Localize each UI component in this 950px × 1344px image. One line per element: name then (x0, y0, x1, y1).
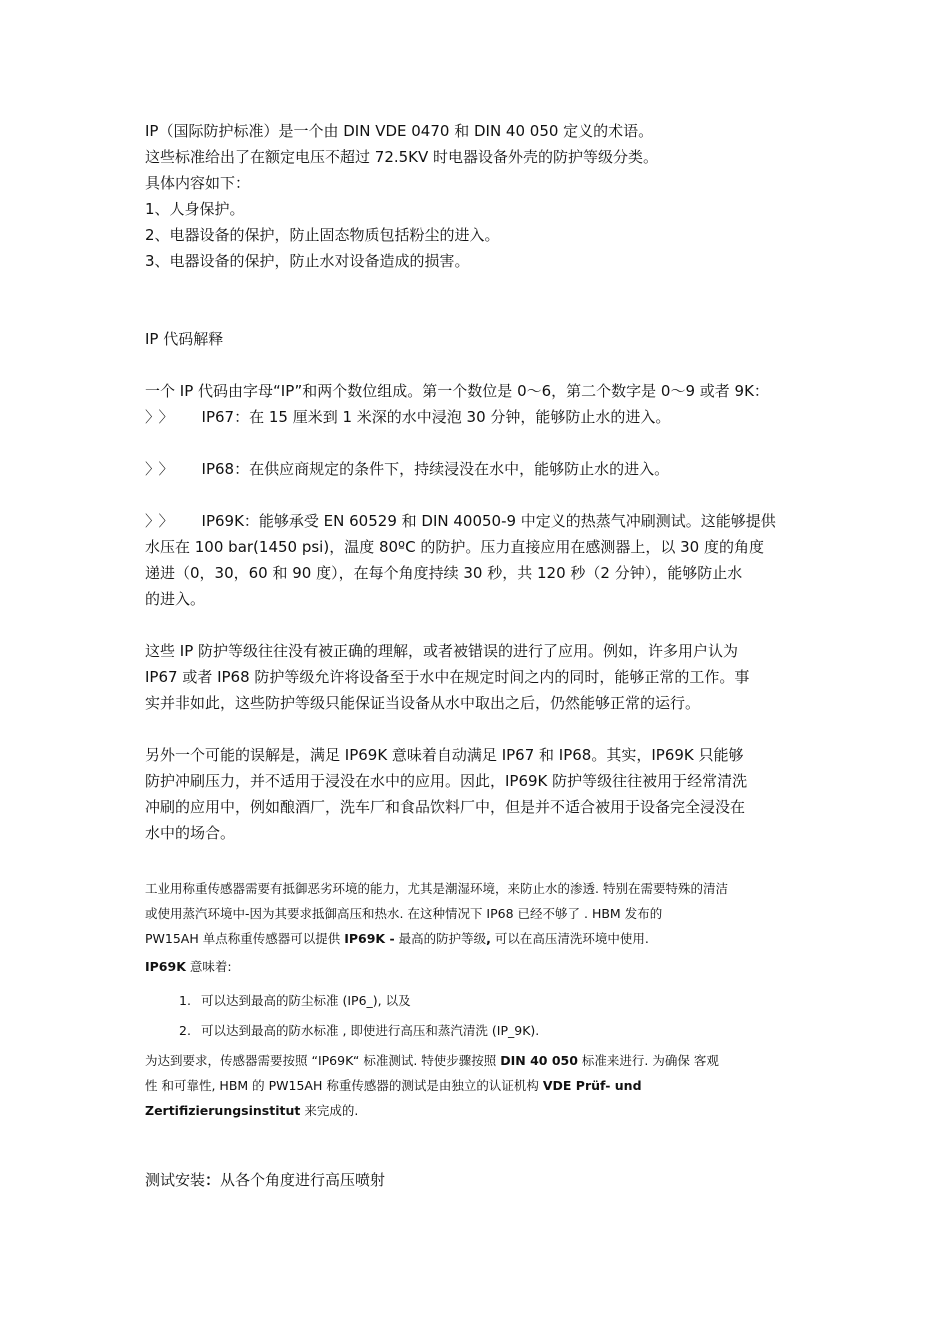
intro-line: 这些标准给出了在额定电压不超过 72.5KV 时电器设备外壳的防护等级分类。 (145, 148, 659, 166)
ip69k-item (145, 508, 810, 534)
hbm-bold-text: IP69K - (344, 931, 395, 946)
test-text: 标准来进行. 为确保 客观 (577, 1053, 719, 1068)
feature-list (145, 987, 810, 1044)
code-intro: 一个 IP 代码由字母“IP”和两个数位组成。第一个数位是 0～6，第二个数字是 0～9 或者 9K： (145, 382, 769, 400)
final-heading-text: 测试安装 (145, 1171, 206, 1189)
intro-line: IP（国际防护标准）是一个由 DIN VDE 0470 和 DIN 40 050 定义的术语。 (145, 122, 654, 140)
misunderstand-line: 实并非如此，这些防护等级只能保证当设备从水中取出之后，仍然能够正常的运行。 (145, 694, 701, 712)
means-text: 意味着: (185, 959, 232, 974)
other-line: 冲刷的应用中，例如酿酒厂，洗车厂和食品饮料厂中，但是并不适合被用于设备完全浸没在 (145, 798, 746, 816)
hbm-bold-text: , (486, 931, 491, 946)
ip69k-means (145, 954, 810, 979)
test-bold-text: VDE Prüf- und (542, 1078, 642, 1093)
hbm-text: 最高的防护等级 (394, 931, 487, 946)
intro-line: 3、电器设备的保护，防止水对设备造成的损害。 (145, 252, 470, 270)
hbm-text: PW15AH 单点称重传感器可以提供 (145, 931, 345, 946)
list-text: 可以达到最高的防尘标准 (IP6_), 以及 (201, 993, 411, 1008)
test-bold-text: DIN 40 050 (500, 1053, 578, 1068)
test-line (145, 1098, 810, 1123)
intro-line: 2、电器设备的保护，防止固态物质包括粉尘的进入。 (145, 226, 500, 244)
list-item (145, 987, 810, 1014)
chevron-icon: 〉〉 (145, 460, 180, 478)
test-bold-text: Zertifizierungsinstitut (145, 1103, 301, 1118)
ip68-item (145, 456, 810, 482)
test-line (145, 1073, 810, 1098)
chevron-icon: 〉〉 (145, 512, 180, 530)
intro-line: 具体内容如下： (145, 174, 251, 192)
other-line: 水中的场合。 (145, 824, 236, 842)
hbm-line: 工业用称重传感器需要有抵御恶劣环境的能力，尤其是潮湿环境，来防止水的渗透. 特别在需要特殊的清洁 (145, 881, 728, 896)
hbm-line: 或使用蒸汽环境中-因为其要求抵御高压和热水. 在这种情况下 IP68 已经不够了 . HBM 发布的 (145, 906, 663, 921)
ip67-text: IP67：在 15 厘米到 1 米深的水中浸泡 30 分钟，能够防止水的进入。 (201, 408, 671, 426)
chevron-icon: 〉〉 (145, 408, 180, 426)
other-line: 防护冲刷压力，并不适用于浸没在水中的应用。因此，IP69K 防护等级往往被用于经常清洗 (145, 772, 748, 790)
final-heading-colon: ： (205, 1171, 221, 1189)
ip69k-line: 水压在 100 bar(1450 psi)，温度 80ºC 的防护。压力直接应用在感测器上，以 30 度的角度 (145, 538, 764, 556)
test-line (145, 1048, 810, 1073)
hbm-text: 可以在高压清洗环境中使用. (490, 931, 649, 946)
ip69k-line: 的进入。 (145, 590, 206, 608)
ip67-item (145, 404, 810, 430)
misunderstand-line: IP67 或者 IP68 防护等级允许将设备至于水中在规定时间之内的同时，能够正常的工作。事 (145, 668, 750, 686)
list-number: 1. (179, 993, 191, 1008)
ip69k-text: IP69K：能够承受 EN 60529 和 DIN 40050-9 中定义的热蒸气冲刷测试。这能够提供 (201, 512, 776, 530)
list-number: 2. (179, 1023, 191, 1038)
other-line: 另外一个可能的误解是，满足 IP69K 意味着自动满足 IP67 和 IP68。其实，IP69K 只能够 (145, 746, 744, 764)
ip69k-line: 递进（0，30，60 和 90 度），在每个角度持续 30 秒，共 120 秒（2 分钟），能够防止水 (145, 564, 743, 582)
list-text: 可以达到最高的防水标准 , 即使进行高压和蒸汽清洗 (IP_9K). (201, 1023, 540, 1038)
document-body (145, 118, 810, 1190)
test-text: 性 和可靠性, HBM 的 PW15AH 称重传感器的测试是由独立的认证机构 (145, 1078, 543, 1093)
intro-line: 1、人身保护。 (145, 200, 245, 218)
ip69k-label: IP69K (145, 959, 186, 974)
list-item (145, 1017, 810, 1044)
misunderstand-line: 这些 IP 防护等级往往没有被正确的理解，或者被错误的进行了应用。例如，许多用户认为 (145, 642, 739, 660)
final-heading (145, 1169, 810, 1190)
test-text: 来完成的. (300, 1103, 359, 1118)
test-text: 为达到要求，传感器需要按照 “IP69K“ 标准测试. 特使步骤按照 (145, 1053, 501, 1068)
hbm-line (145, 926, 810, 951)
final-heading-text: 从各个角度进行高压喷射 (220, 1171, 386, 1189)
ip68-text: IP68：在供应商规定的条件下，持续浸没在水中，能够防止水的进入。 (201, 460, 670, 478)
section-title: IP 代码解释 (145, 330, 224, 348)
